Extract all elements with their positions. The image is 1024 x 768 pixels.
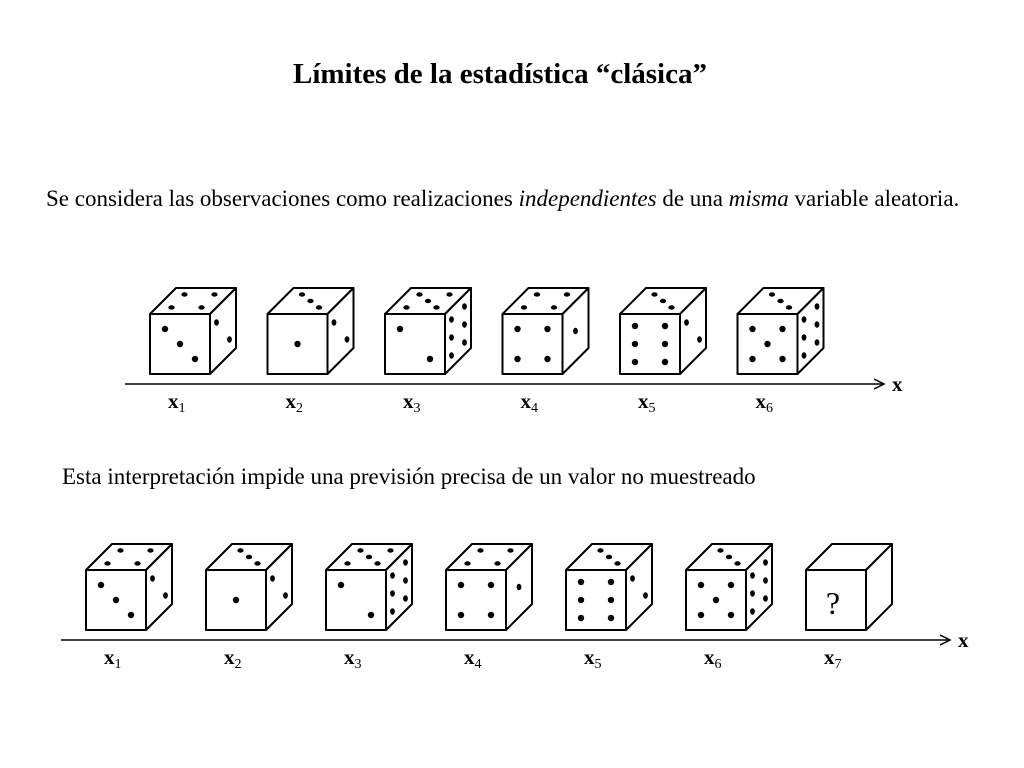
- die-pip: [214, 319, 219, 325]
- intro-text-2: de una: [656, 186, 729, 211]
- die-pip: [750, 608, 755, 614]
- die-pip: [403, 595, 408, 601]
- die-pip: [749, 356, 755, 362]
- die-pip: [449, 316, 454, 322]
- die-pip: [668, 305, 674, 309]
- die-pip: [777, 299, 783, 303]
- die-pip: [802, 352, 807, 358]
- die-pip: [462, 303, 467, 309]
- die-front-face: [503, 314, 563, 374]
- variable-label: x2: [224, 645, 242, 672]
- die-pip: [544, 326, 550, 332]
- die-pip: [632, 323, 638, 329]
- die-pip: [128, 612, 134, 618]
- die-pip: [573, 328, 578, 334]
- die-pip: [387, 548, 393, 552]
- variable-subscript: 5: [648, 401, 656, 416]
- die-pip: [651, 292, 657, 296]
- die-pip: [449, 334, 454, 340]
- die-pip: [643, 592, 648, 598]
- die-pip: [177, 341, 183, 347]
- die: [268, 288, 354, 374]
- die-pip: [815, 303, 820, 309]
- die-pip: [544, 356, 550, 362]
- die-pip: [98, 582, 104, 588]
- die-pip: [734, 561, 740, 565]
- die-pip: [660, 299, 666, 303]
- die-pip: [684, 319, 689, 325]
- variable-subscript: 7: [834, 657, 842, 672]
- die-pip: [113, 597, 119, 603]
- die: [385, 288, 471, 374]
- die-pip: [728, 612, 734, 618]
- die-pip: [779, 356, 785, 362]
- die-pip: [477, 548, 483, 552]
- die-pip: [614, 561, 620, 565]
- die-pip: [698, 612, 704, 618]
- die-pip: [488, 582, 494, 588]
- die-pip: [237, 548, 243, 552]
- variable-subscript: 3: [354, 657, 362, 672]
- die-pip: [254, 561, 260, 565]
- die-pip: [514, 356, 520, 362]
- variable-subscript: 4: [474, 657, 482, 672]
- die-pip: [578, 615, 584, 621]
- die-pip: [728, 582, 734, 588]
- die-pip: [786, 305, 792, 309]
- die: [738, 288, 824, 374]
- die-pip: [390, 572, 395, 578]
- die-pip: [763, 559, 768, 565]
- die-pip: [662, 341, 668, 347]
- die-pip: [802, 316, 807, 322]
- variable-label: x5: [638, 389, 656, 416]
- die-pip: [366, 555, 372, 559]
- unknown-value-symbol: ?: [825, 585, 841, 621]
- die-pip: [551, 305, 557, 309]
- variable-subscript: 1: [178, 401, 186, 416]
- die-pip: [662, 323, 668, 329]
- die-front-face: [326, 570, 386, 630]
- die-pip: [181, 292, 187, 296]
- die: [86, 544, 172, 630]
- die-pip: [494, 561, 500, 565]
- die-pip: [815, 321, 820, 327]
- intro-text-1: Se considera las observaciones como realizaciones: [46, 186, 519, 211]
- die-front-face: [446, 570, 506, 630]
- die-pip: [597, 548, 603, 552]
- die-pip: [578, 597, 584, 603]
- die-pip: [227, 336, 232, 342]
- die-pip: [697, 336, 702, 342]
- die-pip: [606, 555, 612, 559]
- die-pip: [763, 577, 768, 583]
- die-pip: [403, 559, 408, 565]
- variable-subscript: 2: [296, 401, 303, 416]
- die-pip: [168, 305, 174, 309]
- variable-label: x1: [104, 645, 122, 672]
- die-pip: [514, 326, 520, 332]
- die-pip: [344, 561, 350, 565]
- die-pip: [198, 305, 204, 309]
- die-pip: [150, 575, 155, 581]
- die-pip: [608, 615, 614, 621]
- die-pip: [815, 339, 820, 345]
- conclusion-statement: Esta interpretación impide una previsión precisa de un valor no muestreado: [62, 464, 756, 489]
- die-pip: [117, 548, 123, 552]
- axis-label: x: [958, 628, 969, 652]
- die-pip: [749, 326, 755, 332]
- die-pip: [316, 305, 322, 309]
- die-pip: [578, 579, 584, 585]
- die-pip: [726, 555, 732, 559]
- die-pip: [458, 612, 464, 618]
- die-pip: [750, 590, 755, 596]
- die-pip: [449, 352, 454, 358]
- die-pip: [458, 582, 464, 588]
- die-pip: [464, 561, 470, 565]
- die-pip: [446, 292, 452, 296]
- die-pip: [534, 292, 540, 296]
- intro-text-3: variable aleatoria.: [788, 186, 960, 211]
- die-pip: [632, 359, 638, 365]
- die-pip: [662, 359, 668, 365]
- variable-subscript: 5: [594, 657, 602, 672]
- die-pip: [368, 612, 374, 618]
- die-pip: [425, 299, 431, 303]
- variable-subscript: 4: [531, 401, 538, 416]
- die-pip: [717, 548, 723, 552]
- die-pip: [517, 584, 522, 590]
- die-pip: [211, 292, 217, 296]
- die-pip: [162, 326, 168, 332]
- die-pip: [374, 561, 380, 565]
- die-pip: [294, 341, 300, 347]
- die-pip: [357, 548, 363, 552]
- variable-label: x4: [520, 389, 538, 416]
- variable-subscript: 2: [234, 657, 242, 672]
- die-pip: [488, 612, 494, 618]
- die-pip: [390, 608, 395, 614]
- die-pip: [507, 548, 513, 552]
- variable-label: x6: [704, 645, 722, 672]
- die-pip: [338, 582, 344, 588]
- die-pip: [246, 555, 252, 559]
- die-pip: [779, 326, 785, 332]
- variable-subscript: 1: [114, 657, 122, 672]
- die-pip: [521, 305, 527, 309]
- die: [566, 544, 652, 630]
- die-pip: [698, 582, 704, 588]
- die-pip: [332, 319, 337, 325]
- variable-label: x6: [755, 389, 773, 416]
- die-pip: [403, 577, 408, 583]
- die: [686, 544, 772, 630]
- slide-title: Límites de la estadística “clásica”: [292, 58, 707, 90]
- die-pip: [147, 548, 153, 552]
- die-pip: [564, 292, 570, 296]
- variable-label: x7: [824, 645, 842, 672]
- die-pip: [403, 305, 409, 309]
- die-pip: [763, 595, 768, 601]
- die-pip: [769, 292, 775, 296]
- die: [446, 544, 532, 630]
- variable-label: x3: [403, 389, 421, 416]
- variable-subscript: 6: [714, 657, 722, 672]
- variable-subscript: 6: [766, 401, 773, 416]
- die: [150, 288, 236, 374]
- variable-label: x2: [285, 389, 303, 416]
- die-pip: [713, 597, 719, 603]
- die-front-face: [385, 314, 445, 374]
- die-pip: [433, 305, 439, 309]
- die-pip: [283, 592, 288, 598]
- intro-emphasis-independientes: independientes: [518, 186, 657, 211]
- die-pip: [192, 356, 198, 362]
- die-pip: [233, 597, 239, 603]
- die-pip: [163, 592, 168, 598]
- die-pip: [299, 292, 305, 296]
- die-front-face: [620, 314, 680, 374]
- die: [206, 544, 292, 630]
- die-pip: [104, 561, 110, 565]
- variable-subscript: 3: [413, 401, 421, 416]
- die-pip: [608, 597, 614, 603]
- die-pip: [390, 590, 395, 596]
- die-front-face: [566, 570, 626, 630]
- die-pip: [632, 341, 638, 347]
- die: [503, 288, 589, 374]
- die-pip: [134, 561, 140, 565]
- intro-emphasis-misma: misma: [728, 186, 789, 211]
- dice-row-observed: [125, 288, 903, 416]
- die-pip: [427, 356, 433, 362]
- die-pip: [462, 339, 467, 345]
- variable-label: x5: [584, 645, 602, 672]
- die: [326, 544, 412, 630]
- die-pip: [270, 575, 275, 581]
- die-pip: [750, 572, 755, 578]
- variable-label: x3: [344, 645, 362, 672]
- die: [620, 288, 706, 374]
- die-pip: [802, 334, 807, 340]
- variable-label: x1: [168, 389, 186, 416]
- axis-label: x: [892, 372, 903, 396]
- die-pip: [307, 299, 313, 303]
- die-pip: [764, 341, 770, 347]
- variable-label: x4: [464, 645, 482, 672]
- die-pip: [608, 579, 614, 585]
- die-pip: [345, 336, 350, 342]
- die-pip: [630, 575, 635, 581]
- die-pip: [397, 326, 403, 332]
- die-pip: [416, 292, 422, 296]
- die-pip: [462, 321, 467, 327]
